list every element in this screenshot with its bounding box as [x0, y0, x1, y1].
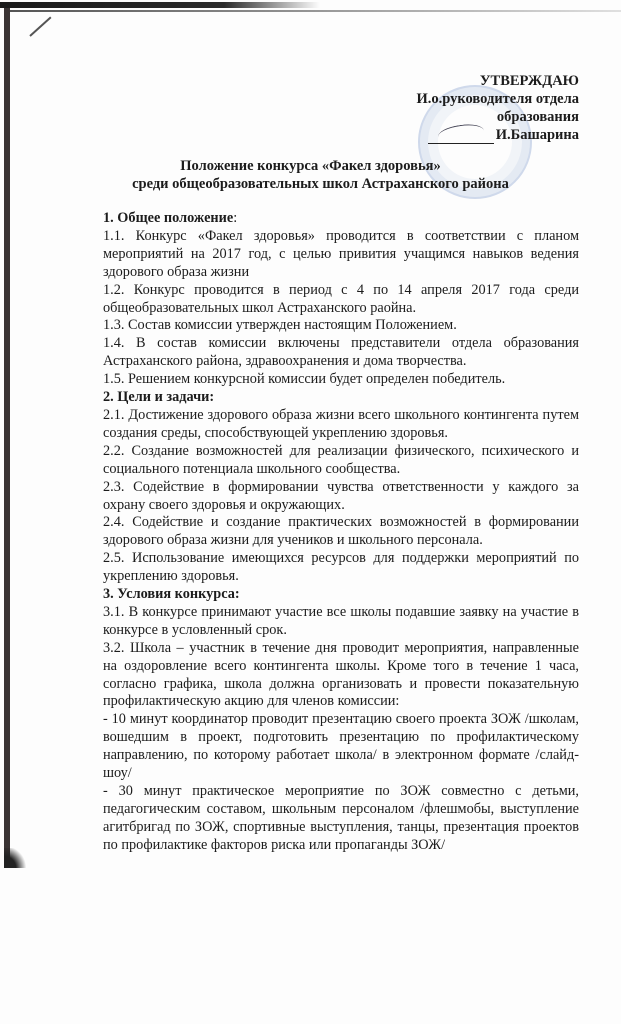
- paragraph-3-2: 3.2. Школа – участник в течение дня проводит мероприятия, направленные на оздоровление всего контингента школы. Кроме того в течение 1 часа, согласно графика, школа должна организовать и провести показательную профилактическую акцию для членов комиссии:: [103, 639, 579, 710]
- paragraph-1-3: 1.3. Состав комиссии утвержден настоящим Положением.: [103, 317, 457, 334]
- section-heading-text: 1. Общее положение: [103, 210, 234, 226]
- signature-row: [416, 126, 579, 144]
- section-heading-general: [103, 210, 579, 228]
- section-heading-conditions: 3. Условия конкурса:: [103, 586, 240, 603]
- scan-edge-line: [10, 10, 621, 12]
- pen-mark: [29, 17, 51, 37]
- approval-position-line1: И.о.руководителя отдела: [416, 91, 579, 107]
- scan-edge-corner: [4, 848, 26, 868]
- paragraph-1-4: 1.4. В состав комиссии включены представители отдела образования Астраханского района, здравоохранения и дома творчества.: [103, 335, 579, 370]
- document-body: [103, 210, 579, 855]
- paragraph-2-1: 2.1. Достижение здорового образа жизни всего школьного контингента путем создания среды, способствующей укреплению здоровья.: [103, 406, 579, 441]
- approval-signatory: И.Башарина: [495, 127, 579, 143]
- scan-edge-left: [4, 8, 10, 868]
- paragraph-2-5: 2.5. Использование имеющихся ресурсов для поддержки мероприятий по укреплению здоровья.: [103, 550, 579, 585]
- document-title: [0, 157, 621, 193]
- paragraph-2-4: 2.4. Содействие и создание практических возможностей в формировании здорового образа жизни для учеников и школьного персонала.: [103, 514, 579, 549]
- bullet-presentation: - 10 минут координатор проводит презентацию своего проекта ЗОЖ /школам, вошедшим в проект, подготовить презентацию по профилактическому направлению, по которому работает школа/ в электронном формате /слайд-шоу/: [103, 711, 579, 782]
- scan-edge-top: [0, 2, 320, 8]
- paragraph-2-2: 2.2. Создание возможностей для реализации физического, психического и социального потенциала школьного сообщества.: [103, 442, 579, 477]
- section-heading-colon: :: [233, 210, 238, 226]
- paragraph-1-1: 1.1. Конкурс «Факел здоровья» проводится в соответствии с планом мероприятий на 2017 год, с целью привития учащимся навыков ведения здорового образа жизни: [103, 227, 579, 280]
- bullet-practical-event: - 30 минут практическое мероприятие по ЗОЖ совместно с детьми, педагогическим составом, школьным персоналом /флешмобы, выступление агитбригад по ЗОЖ, спортивные выступления, танцы, презентация проектов по профилактике факторов риска или пропаганды ЗОЖ/: [103, 783, 579, 853]
- paragraph-1-5: 1.5. Решением конкурсной комиссии будет определен победитель.: [103, 371, 506, 388]
- approval-label: УТВЕРЖДАЮ: [479, 73, 579, 89]
- document-title-line2: среди общеобразовательных школ Астраханского района: [132, 176, 509, 192]
- document-title-line1: Положение конкурса «Факел здоровья»: [180, 158, 441, 174]
- section-heading-goals: 2. Цели и задачи:: [103, 389, 215, 406]
- paragraph-1-2: 1.2. Конкурс проводится в период с 4 по 14 апреля 2017 года среди общеобразовательных школ Астраханского раойна.: [103, 281, 579, 316]
- paragraph-3-1: 3.1. В конкурсе принимают участие все школы подавшие заявку на участие в конкурсе в условленный срок.: [103, 603, 579, 638]
- signature-icon: [428, 129, 494, 144]
- paragraph-2-3: 2.3. Содействие в формировании чувства ответственности у каждого за охрану своего здоровья и окружающих.: [103, 478, 579, 513]
- approval-block: [416, 72, 579, 144]
- approval-position-line2: образования: [496, 109, 579, 125]
